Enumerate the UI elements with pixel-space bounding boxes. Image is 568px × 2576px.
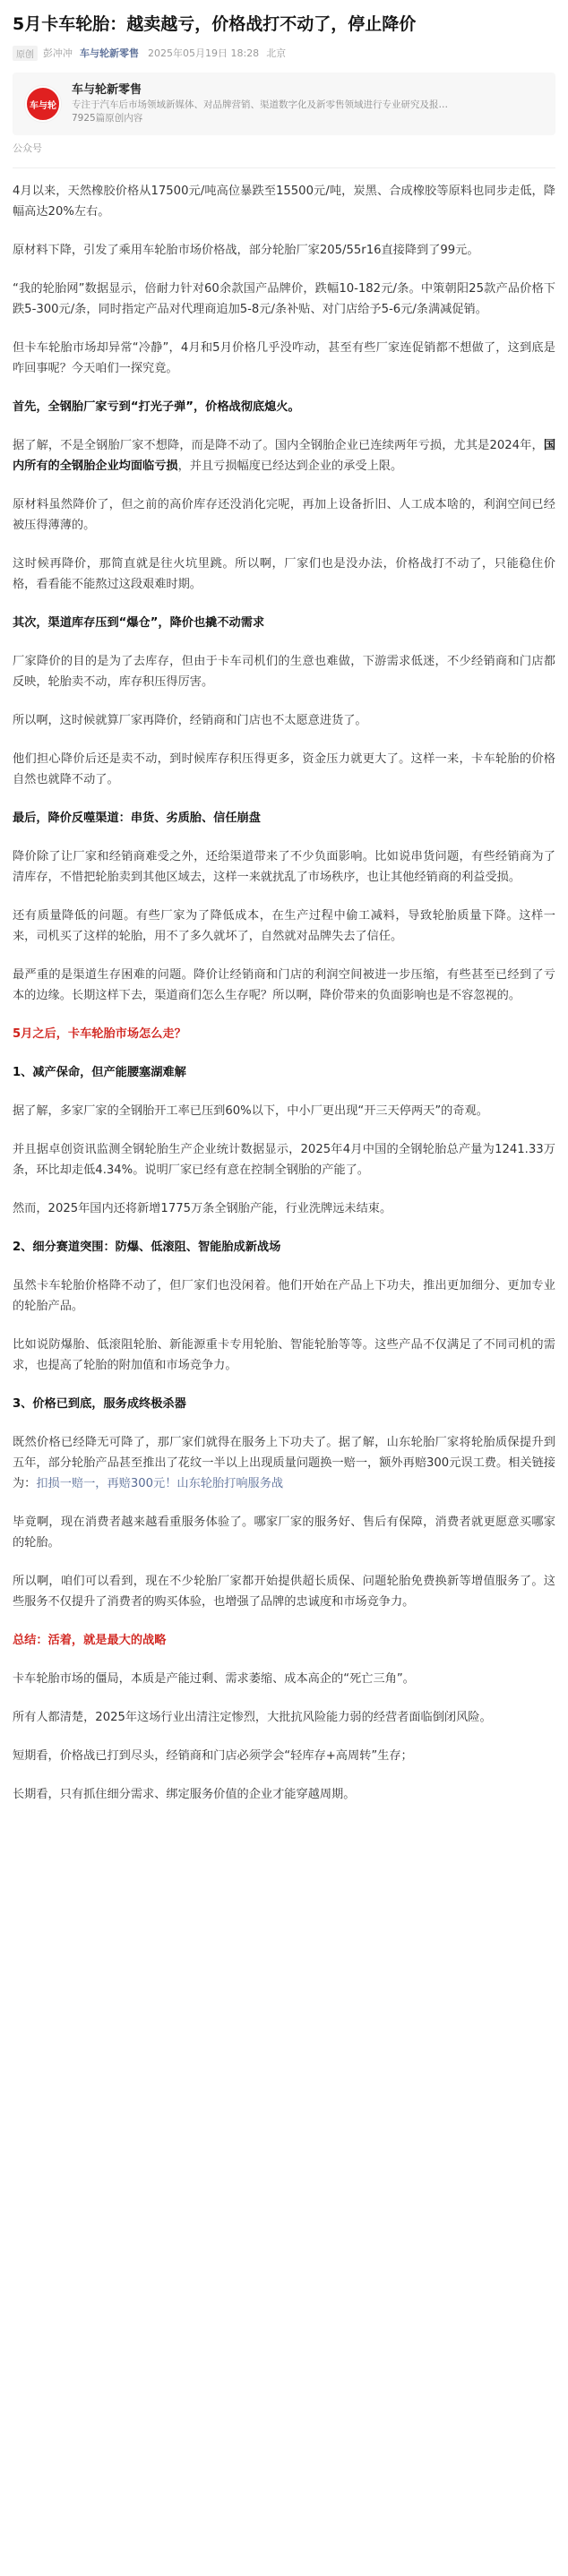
section-heading: 3、价格已到底，服务成终极杀器 bbox=[13, 1397, 186, 1411]
article-title: 5月卡车轮胎：越卖越亏，价格战打不动了，停止降价 bbox=[13, 14, 417, 34]
account-logo: 车与轮 bbox=[25, 86, 61, 122]
section-heading: 2、细分赛道突围：防爆、低滚阻、智能胎成新战场 bbox=[13, 1241, 281, 1254]
section-heading-red: 5月之后，卡车轮胎市场怎么走？ bbox=[13, 1027, 186, 1041]
paragraph-text: ，并且亏损幅度已经达到企业的承受上限。 bbox=[177, 459, 403, 473]
profile-name: 车与轮新零售 bbox=[72, 83, 142, 97]
profile-count: 7925篇原创内容 bbox=[72, 113, 143, 124]
article-body bbox=[13, 181, 555, 1805]
paragraph: 这时候再降价，那简直就是往火坑里跳。所以啊，厂家们也是没办法，价格战打不动了，只能稳住价格，看看能不能熬过这段艰难时期。 bbox=[13, 557, 555, 591]
related-article-link[interactable]: 扣损一赔一，再赔300元！山东轮胎打响服务战 bbox=[36, 1477, 284, 1490]
article-container bbox=[0, 13, 568, 1805]
paragraph: 原材料下降，引发了乘用车轮胎市场价格战，部分轮胎厂家205/55r16直接降到了99元。 bbox=[13, 244, 479, 257]
section-heading: 1、减产保命，但产能腰塞湖难解 bbox=[13, 1066, 186, 1079]
section-heading: 最后，降价反噬渠道：串货、劣质胎、信任崩盘 bbox=[13, 811, 261, 825]
paragraph: 所以啊，咱们可以看到，现在不少轮胎厂家都开始提供超长质保、问题轮胎免费换新等增值服务了。这些服务不仅提升了消费者的购买体验，也增强了品牌的忠诚度和市场竞争力。 bbox=[13, 1575, 555, 1609]
publish-date: 2025年05月19日 18:28 bbox=[148, 47, 260, 59]
paragraph: 厂家降价的目的是为了去库存，但由于卡车司机们的生意也难做，下游需求低迷，不少经销商和门店都反映，轮胎卖不动，库存积压得厉害。 bbox=[13, 655, 555, 689]
paragraph: 并且据卓创资讯监测全钢轮胎生产企业统计数据显示，2025年4月中国的全钢轮胎总产量为1241.33万条，环比却走低4.34%。说明厂家已经有意在控制全钢胎的产能了。 bbox=[13, 1143, 555, 1177]
paragraph: 虽然卡车轮胎价格降不动了，但厂家们也没闲着。他们开始在产品上下功夫，推出更加细分、更加专业的轮胎产品。 bbox=[13, 1279, 555, 1313]
section-heading: 首先，全钢胎厂家亏到“打光子弹”，价格战彻底熄火。 bbox=[13, 400, 300, 414]
paragraph: 还有质量降低的问题。有些厂家为了降低成本，在生产过程中偷工减料，导致轮胎质量下降。这样一来，司机买了这样的轮胎，用不了多久就坏了，自然就对品牌失去了信任。 bbox=[13, 909, 555, 943]
paragraph: 卡车轮胎市场的僵局，本质是产能过剩、需求萎缩、成本高企的“死亡三角”。 bbox=[13, 1672, 415, 1686]
author-name: 彭冲冲 bbox=[43, 47, 73, 59]
paragraph: 毕竟啊，现在消费者越来越看重服务体验了。哪家厂家的服务好、售后有保障，消费者就更愿意买哪家的轮胎。 bbox=[13, 1516, 555, 1550]
paragraph: 所有人都清楚，2025年这场行业出清注定惨烈，大批抗风险能力弱的经营者面临倒闭风险。 bbox=[13, 1711, 492, 1724]
section-heading-red: 总结：活着，就是最大的战略 bbox=[13, 1634, 167, 1647]
paragraph-bold-text: 国内所有的全钢胎企业均面临亏损 bbox=[13, 439, 555, 473]
profile-desc: 专注于汽车后市场领域新媒体、对品牌营销、渠道数字化及新零售领域进行专业研究及报… bbox=[72, 99, 448, 110]
paragraph: 但卡车轮胎市场却异常“冷静”，4月和5月价格几乎没咋动，甚至有些厂家连促销都不想做了，这到底是咋回事呢？今天咱们一探究竟。 bbox=[13, 341, 555, 375]
article-meta bbox=[13, 44, 555, 62]
paragraph: 4月以来，天然橡胶价格从17500元/吨高位暴跌至15500元/吨，炭黑、合成橡胶等原料也同步走低，降幅高达20%左右。 bbox=[13, 185, 555, 219]
paragraph-text: 既然价格已经降无可降了，那厂家们就得在服务上下功夫了。据了解，山东轮胎厂家将轮胎质保提升到五年，部分轮胎产品甚至推出了花纹一半以上出现质量问题换一赔一，额外再赔300元误工费。相关链接为： bbox=[13, 1436, 555, 1490]
profile-info bbox=[72, 82, 543, 125]
paragraph: 据了解，多家厂家的全钢胎开工率已压到60%以下，中小厂更出现“开三天停两天”的奇观。 bbox=[13, 1104, 488, 1118]
paragraph: 他们担心降价后还是卖不动，到时候库存积压得更多，资金压力就更大了。这样一来，卡车轮胎的价格自然也就降不动了。 bbox=[13, 752, 555, 786]
paragraph bbox=[13, 1432, 555, 1494]
section-heading: 其次，渠道库存压到“爆仓”，降价也撬不动需求 bbox=[13, 616, 265, 630]
paragraph: 比如说防爆胎、低滚阻轮胎、新能源重卡专用轮胎、智能轮胎等等。这些产品不仅满足了不同司机的需求，也提高了轮胎的附加值和市场竞争力。 bbox=[13, 1338, 555, 1372]
paragraph: 最严重的是渠道生存困难的问题。降价让经销商和门店的利润空间被进一步压缩，有些甚至已经到了亏本的边缘。长期这样下去，渠道商们怎么生存呢？所以啊，降价带来的负面影响也是不容忽视的。 bbox=[13, 968, 555, 1002]
paragraph-text: 据了解，不是全钢胎厂家不想降，而是降不动了。国内全钢胎企业已连续两年亏损，尤其是2024年， bbox=[13, 439, 544, 452]
paragraph: 短期看，价格战已打到尽头，经销商和门店必须学会“轻库存+高周转”生存； bbox=[13, 1749, 413, 1763]
paragraph: 长期看，只有抓住细分需求、绑定服务价值的企业才能穿越周期。 bbox=[13, 1788, 356, 1801]
account-link[interactable]: 车与轮新零售 bbox=[80, 47, 139, 59]
publish-location: 北京 bbox=[266, 47, 287, 59]
paragraph: 所以啊，这时候就算厂家再降价，经销商和门店也不太愿意进货了。 bbox=[13, 714, 367, 727]
paragraph: 降价除了让厂家和经销商难受之外，还给渠道带来了不少负面影响。比如说串货问题，有些经销商为了清库存，不惜把轮胎卖到其他区域去，这样一来就扰乱了市场秩序，也让其他经销商的利益受损。 bbox=[13, 850, 555, 884]
profile-card[interactable] bbox=[13, 73, 555, 135]
paragraph: 然而，2025年国内还将新增1775万条全钢胎产能，行业洗牌远未结束。 bbox=[13, 1202, 392, 1215]
paragraph bbox=[13, 435, 555, 477]
paragraph: “我的轮胎网”数据显示，倍耐力针对60余款国产品牌价，跌幅10-182元/条。中策朝阳25款产品价格下跌5-300元/条，同时指定产品对代理商追加5-8元/条补贴、对门店给予5-6元/条满减促销。 bbox=[13, 282, 555, 316]
paragraph: 原材料虽然降价了，但之前的高价库存还没消化完呢，再加上设备折旧、人工成本啥的，利润空间已经被压得薄薄的。 bbox=[13, 498, 555, 532]
original-tag: 原创 bbox=[13, 46, 38, 61]
profile-label: 公众号 bbox=[13, 141, 555, 168]
